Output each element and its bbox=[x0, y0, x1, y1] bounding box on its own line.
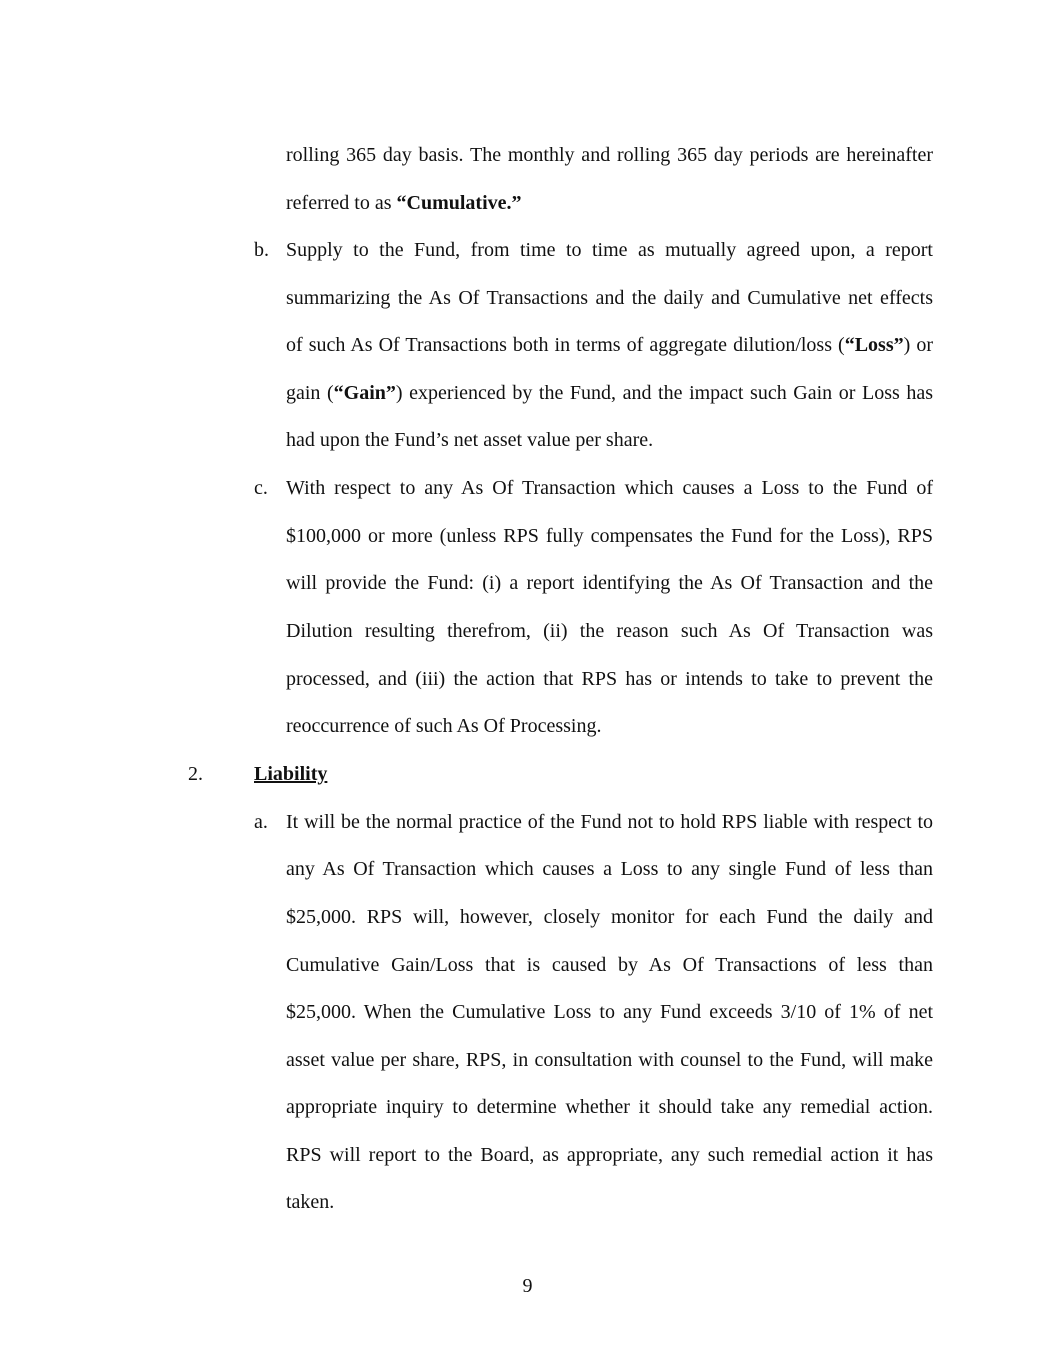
defined-term-loss: “Loss” bbox=[844, 334, 904, 356]
list-label-a: a. bbox=[254, 811, 268, 833]
text-line: It will be the normal practice of the Fund not to hold RPS liable with respect to bbox=[286, 811, 933, 833]
text-line: Supply to the Fund, from time to time as mutually agreed upon, a report bbox=[286, 239, 933, 261]
defined-term-gain: “Gain” bbox=[333, 382, 396, 404]
text-line: any As Of Transaction which causes a Loss to any single Fund of less than bbox=[286, 858, 933, 880]
text-line bbox=[286, 381, 933, 405]
list-label-c: c. bbox=[254, 477, 268, 499]
text-run: ) or bbox=[903, 334, 933, 356]
section-heading: Liability bbox=[254, 763, 328, 785]
text-line: taken. bbox=[286, 1191, 335, 1213]
text-run: of such As Of Transactions both in terms of aggregate dilution/loss ( bbox=[286, 334, 845, 356]
text-line: $25,000. RPS will, however, closely monitor for each Fund the daily and bbox=[286, 906, 933, 928]
text-run: ) experienced by the Fund, and the impact such Gain or Loss has bbox=[395, 382, 933, 404]
text-line: had upon the Fund’s net asset value per share. bbox=[286, 429, 654, 451]
text-line: will provide the Fund: (i) a report identifying the As Of Transaction and the bbox=[286, 572, 933, 594]
defined-term-cumulative: “Cumulative.” bbox=[396, 192, 522, 214]
text-line: $25,000. When the Cumulative Loss to any Fund exceeds 3/10 of 1% of net bbox=[286, 1001, 933, 1023]
text-run: referred to as bbox=[286, 192, 397, 214]
text-line: summarizing the As Of Transactions and the daily and Cumulative net effects bbox=[286, 287, 933, 309]
text-line: RPS will report to the Board, as appropriate, any such remedial action it has bbox=[286, 1144, 933, 1166]
section-number: 2. bbox=[188, 763, 203, 785]
text-run: gain ( bbox=[286, 382, 334, 404]
text-line: Dilution resulting therefrom, (ii) the reason such As Of Transaction was bbox=[286, 620, 933, 642]
text-line bbox=[286, 333, 933, 357]
page-number: 9 bbox=[522, 1275, 533, 1297]
text-line: $100,000 or more (unless RPS fully compensates the Fund for the Loss), RPS bbox=[286, 525, 933, 547]
text-line: appropriate inquiry to determine whether it should take any remedial action. bbox=[286, 1096, 933, 1118]
text-line: rolling 365 day basis. The monthly and rolling 365 day periods are hereinafter bbox=[286, 144, 933, 166]
text-line: Cumulative Gain/Loss that is caused by As Of Transactions of less than bbox=[286, 954, 933, 976]
text-line bbox=[286, 191, 522, 215]
text-line: With respect to any As Of Transaction which causes a Loss to the Fund of bbox=[286, 477, 933, 499]
text-line: reoccurrence of such As Of Processing. bbox=[286, 715, 602, 737]
text-line: processed, and (iii) the action that RPS has or intends to take to prevent the bbox=[286, 668, 933, 690]
list-label-b: b. bbox=[254, 239, 269, 261]
text-line: asset value per share, RPS, in consultation with counsel to the Fund, will make bbox=[286, 1049, 933, 1071]
